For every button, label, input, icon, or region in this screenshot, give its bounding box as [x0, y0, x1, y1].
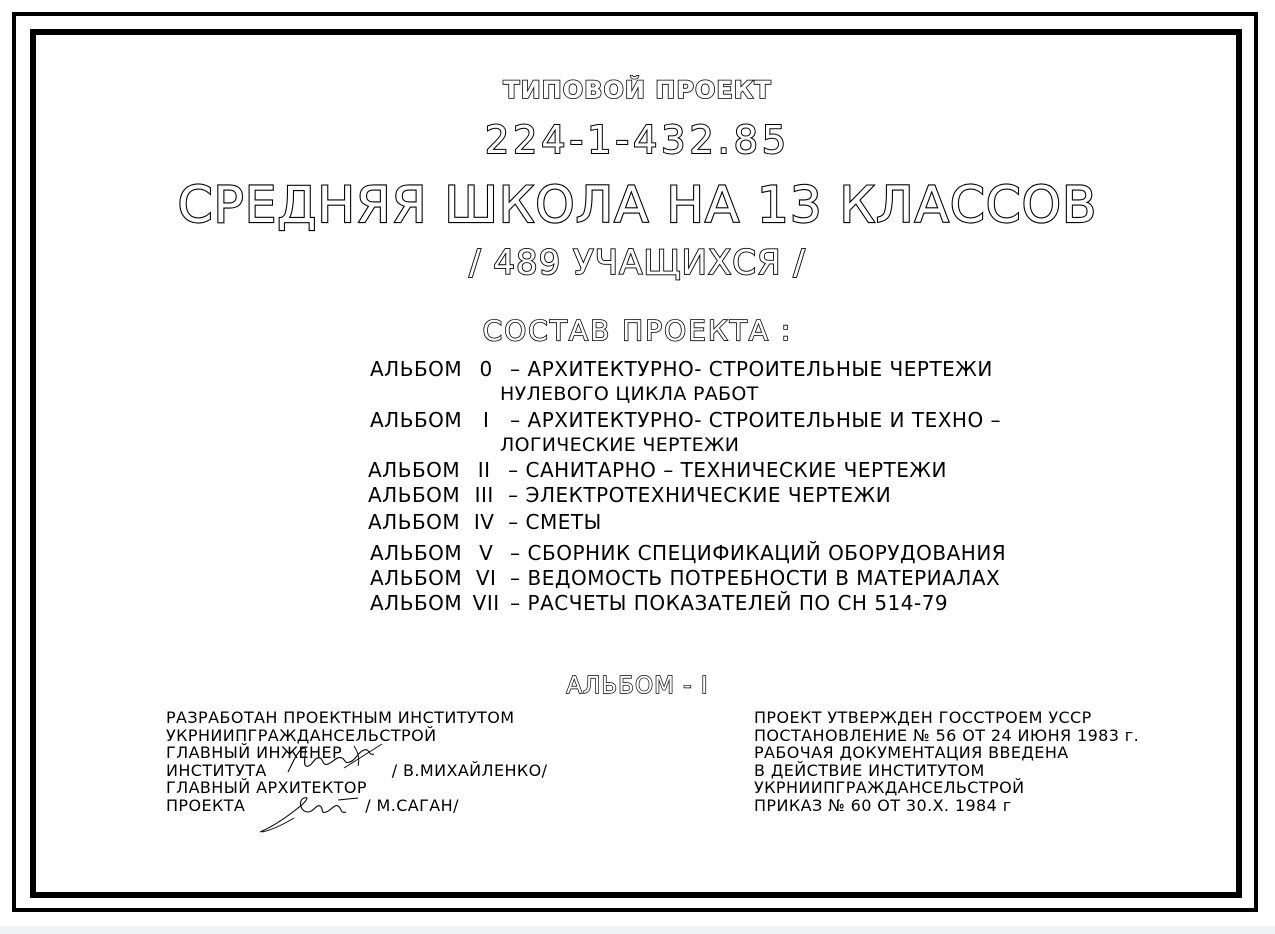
album-number: 0 [479, 357, 493, 381]
album-row [368, 510, 602, 534]
project-title: СРЕДНЯЯ ШКОЛА НА 13 КЛАССОВ [177, 176, 1098, 234]
album-number: II [477, 458, 491, 482]
developer-line: УКРНИИПГРАЖДАНСЕЛЬСТРОЙ [166, 725, 437, 745]
album-label: АЛЬБОМ [368, 483, 461, 507]
composition-heading: СОСТАВ ПРОЕКТА : [482, 314, 793, 347]
album-number: III [474, 483, 494, 507]
album-title: – РАСЧЕТЫ ПОКАЗАТЕЛЕЙ ПО СН 514-79 [510, 591, 949, 615]
engineer-signature [284, 742, 384, 776]
album-row [370, 408, 1001, 432]
album-title: – СБОРНИК СПЕЦИФИКАЦИЙ ОБОРУДОВАНИЯ [510, 541, 1007, 565]
album-label: АЛЬБОМ [368, 458, 461, 482]
doc-label: ТИПОВОЙ ПРОЕКТ [503, 76, 772, 104]
album-row [370, 566, 1000, 590]
developer-line: РАЗРАБОТАН ПРОЕКТНЫМ ИНСТИТУТОМ [166, 708, 515, 727]
chief-engineer-name: / В.МИХАЙЛЕНКО/ [391, 760, 548, 780]
album-title: – СМЕТЫ [508, 510, 602, 534]
album-title: – ЭЛЕКТРОТЕХНИЧЕСКИЕ ЧЕРТЕЖИ [508, 483, 892, 507]
approval-line: ПРИКАЗ № 60 ОТ 30.X. 1984 г [754, 795, 1012, 815]
album-label: АЛЬБОМ [370, 541, 463, 565]
developer-line: ИНСТИТУТА [166, 760, 267, 780]
project-number: 224-1-432.85 [484, 118, 791, 162]
approval-line: В ДЕЙСТВИЕ ИНСТИТУТОМ [754, 760, 985, 780]
album-label: АЛЬБОМ [370, 566, 463, 590]
architect-signature [254, 790, 364, 836]
developer-line: ГЛАВНЫЙ АРХИТЕКТОР [166, 778, 367, 797]
album-title-continued: НУЛЕВОГО ЦИКЛА РАБОТ [500, 383, 759, 405]
project-subtitle: / 489 УЧАЩИХСЯ / [469, 243, 806, 283]
album-label: АЛЬБОМ [368, 510, 461, 534]
developer-line: ПРОЕКТА [166, 795, 246, 815]
album-row [368, 483, 891, 507]
bottom-edge [0, 926, 1275, 934]
approval-line: ПРОЕКТ УТВЕРЖДЕН ГОССТРОЕМ УССР [754, 708, 1092, 727]
album-title-continued: ЛОГИЧЕСКИЕ ЧЕРТЕЖИ [500, 434, 740, 456]
album-title: – АРХИТЕКТУРНО- СТРОИТЕЛЬНЫЕ ЧЕРТЕЖИ [510, 357, 993, 381]
approval-line: РАБОЧАЯ ДОКУМЕНТАЦИЯ ВВЕДЕНА [754, 743, 1069, 762]
album-title: – САНИТАРНО – ТЕХНИЧЕСКИЕ ЧЕРТЕЖИ [508, 458, 947, 482]
album-title: – АРХИТЕКТУРНО- СТРОИТЕЛЬНЫЕ И ТЕХНО – [510, 408, 1002, 432]
album-label: АЛЬБОМ [370, 591, 463, 615]
album-label: АЛЬБОМ [370, 357, 463, 381]
album-number: IV [473, 510, 495, 534]
album-row [370, 541, 1006, 565]
album-number: V [479, 541, 494, 565]
current-album: АЛЬБОМ - I [566, 673, 709, 699]
album-number: I [482, 408, 490, 432]
approval-block [754, 709, 1139, 814]
album-label: АЛЬБОМ [370, 408, 463, 432]
chief-architect-name: / М.САГАН/ [365, 795, 459, 815]
approval-line: ПОСТАНОВЛЕНИЕ № 56 ОТ 24 ИЮНЯ 1983 г. [754, 725, 1140, 745]
album-row [370, 357, 993, 381]
album-title: – ВЕДОМОСТЬ ПОТРЕБНОСТИ В МАТЕРИАЛАХ [510, 566, 1001, 590]
album-number: VII [472, 591, 500, 615]
approval-line: УКРНИИПГРАЖДАНСЕЛЬСТРОЙ [754, 778, 1025, 797]
album-row [370, 591, 948, 615]
album-row [368, 458, 947, 482]
developer-line: ГЛАВНЫЙ ИНЖЕНЕР [166, 743, 343, 762]
album-number: VI [475, 566, 497, 590]
